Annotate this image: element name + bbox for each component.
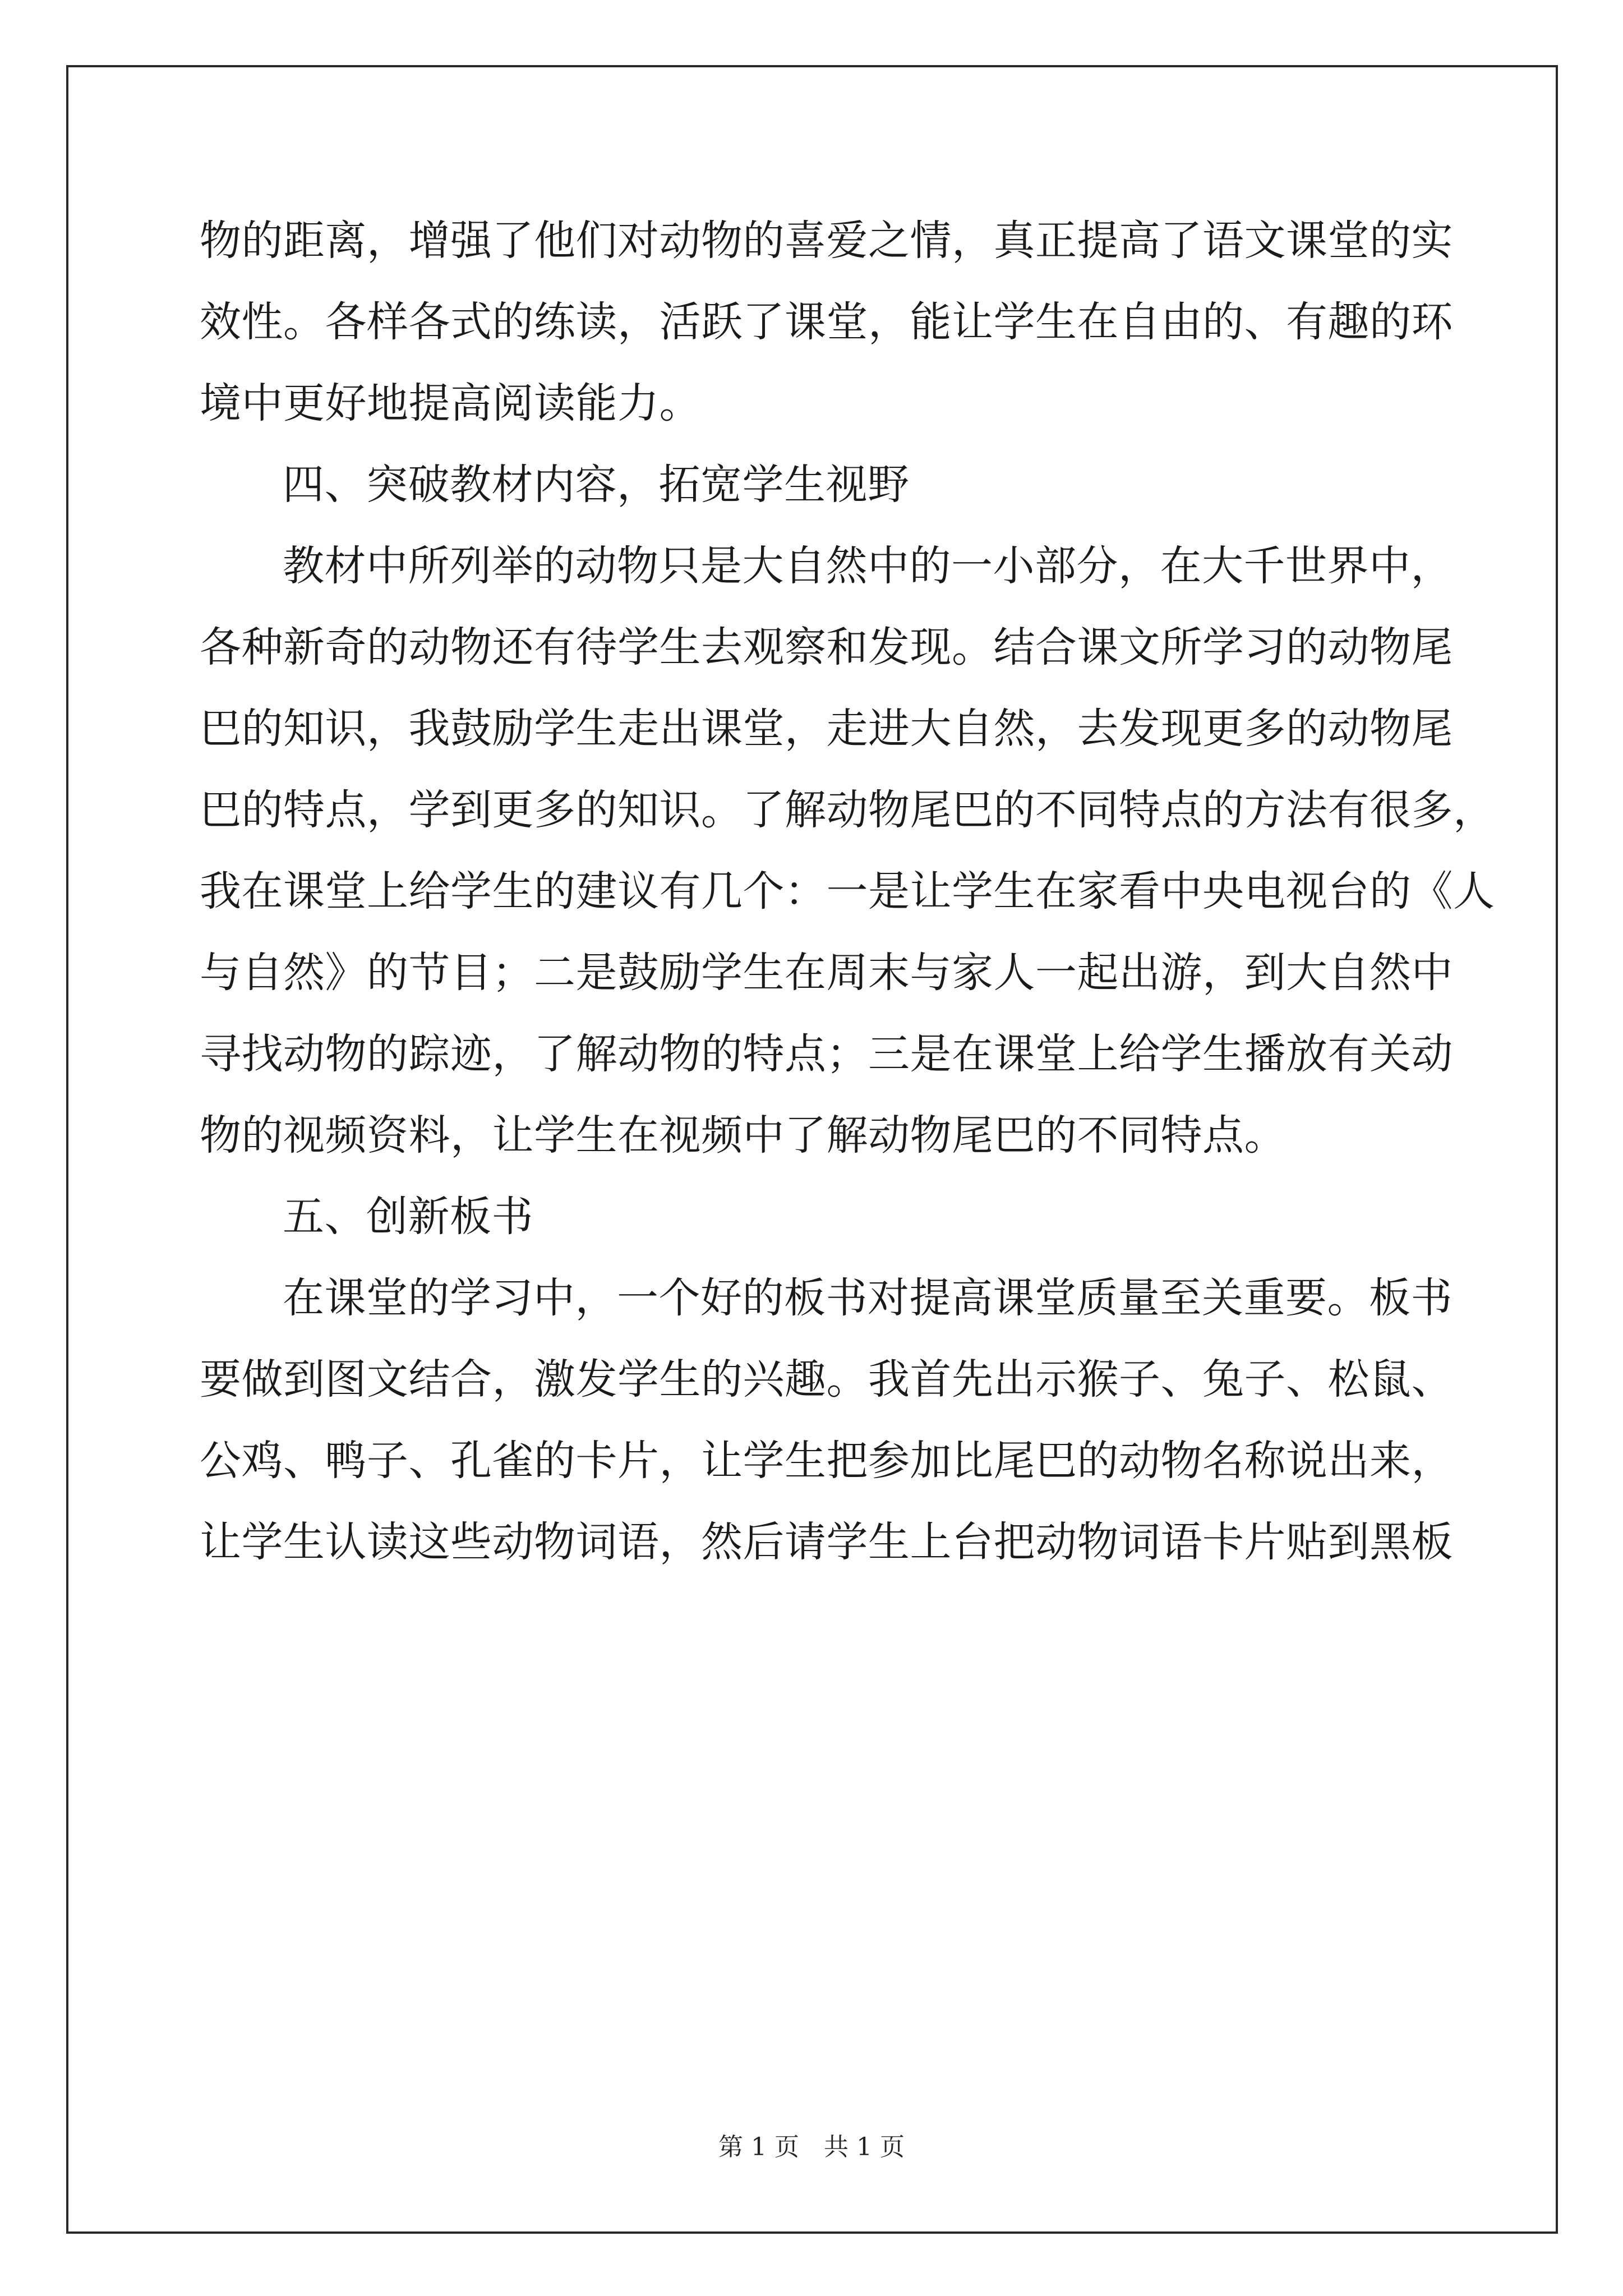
document-body <box>200 217 1495 1602</box>
text-line: 巴的知识，我鼓励学生走出课堂，走进大自然，去发现更多的动物尾 <box>200 705 1453 753</box>
text-line: 物的距离，增强了他们对动物的喜爱之情，真正提高了语文课堂的实 <box>200 217 1453 265</box>
text-line: 效性。各样各式的练读，活跃了课堂，能让学生在自由的、有趣的环 <box>200 298 1453 346</box>
text-line: 巴的特点，学到更多的知识。了解动物尾巴的不同特点的方法有很多， <box>200 786 1495 834</box>
text-line: 要做到图文结合，激发学生的兴趣。我首先出示猴子、兔子、松鼠、 <box>200 1355 1453 1404</box>
text-line: 让学生认读这些动物词语，然后请学生上台把动物词语卡片贴到黑板 <box>200 1518 1453 1566</box>
paragraph-start: 在课堂的学习中，一个好的板书对提高课堂质量至关重要。板书 <box>283 1274 1453 1322</box>
section-heading: 五、创新板书 <box>283 1193 533 1241</box>
paragraph-start: 教材中所列举的动物只是大自然中的一小部分，在大千世界中， <box>283 542 1453 590</box>
text-line: 物的视频资料，让学生在视频中了解动物尾巴的不同特点。 <box>200 1111 1286 1159</box>
text-line: 境中更好地提高阅读能力。 <box>200 379 701 427</box>
text-line: 各种新奇的动物还有待学生去观察和发现。结合课文所学习的动物尾 <box>200 623 1453 671</box>
text-line: 与自然》的节目；二是鼓励学生在周末与家人一起出游，到大自然中 <box>200 949 1453 997</box>
text-line: 寻找动物的踪迹，了解动物的特点；三是在课堂上给学生播放有关动 <box>200 1030 1453 1078</box>
text-line: 我在课堂上给学生的建议有几个：一是让学生在家看中央电视台的《人 <box>200 867 1495 915</box>
section-heading: 四、突破教材内容，拓宽学生视野 <box>283 461 910 509</box>
text-line: 公鸡、鸭子、孔雀的卡片，让学生把参加比尾巴的动物名称说出来， <box>200 1437 1453 1485</box>
page-number-footer: 第 1 页 共 1 页 <box>718 2133 905 2161</box>
